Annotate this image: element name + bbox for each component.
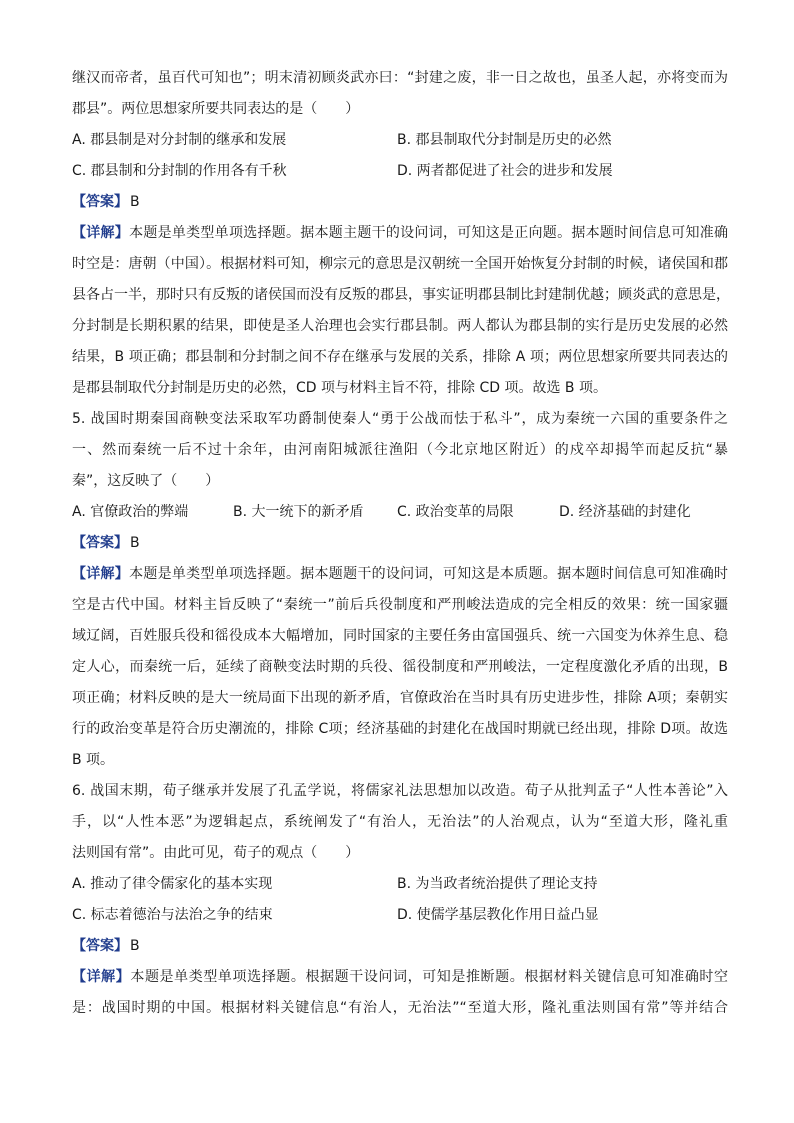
detail-line: 项正确；材料反映的是大一统局面下出现的新矛盾，官僚政治在当时具有历史进步性，排除 A项；秦朝实 (72, 690, 728, 706)
question-6-detail (72, 962, 728, 1024)
detail-line (72, 559, 728, 590)
question-4-options-row-2 (72, 156, 728, 187)
question-5-option-d: D. 经济基础的封建化 (559, 504, 691, 520)
question-5-option-c: C. 政治变革的局限 (397, 504, 514, 520)
question-6-line: 手，以“人性本恶”为逻辑起点，系统阐发了“有治人，无治法”的人治观点，认为“至道大形，隆礼重 (72, 814, 728, 830)
detail-line: 空是古代中国。材料主旨反映了“秦统一”前后兵役制度和严刑峻法造成的完全相反的效果：统一国家疆 (72, 597, 728, 613)
document-page (72, 63, 728, 1024)
answer-label: 【答案】 (72, 535, 128, 551)
question-6-line: 法则国有常”。由此可见，荀子的观点（ ） (72, 845, 360, 861)
question-6-answer (72, 931, 728, 962)
question-5-option-b: B. 大一统下的新矛盾 (233, 504, 364, 520)
question-6-option-c: C. 标志着德治与法治之争的结束 (72, 907, 273, 923)
detail-line: B 项。 (72, 752, 115, 768)
answer-label: 【答案】 (72, 938, 128, 954)
detail-line: 分封制是长期积累的结果，即使是圣人治理也会实行郡县制。两人都认为郡县制的实行是历史发展的必然 (72, 318, 728, 334)
detail-line (72, 962, 728, 993)
answer-value: B (130, 938, 140, 954)
question-4-line: 郡县”。两位思想家所要共同表达的是（ ） (72, 101, 360, 117)
question-5-options-row (72, 497, 728, 528)
detail-text: 本题是单类型单项选择题。根据题干设问词，可知是推断题。根据材料关键信息可知准确时空 (130, 969, 729, 985)
question-4-option-c: C. 郡县制和分封制的作用各有千秋 (72, 163, 287, 179)
question-4-answer (72, 187, 728, 218)
question-6-option-b: B. 为当政者统治提供了理论支持 (397, 876, 598, 892)
answer-value: B (130, 535, 140, 551)
question-6-options-row-2 (72, 900, 728, 931)
question-4-options-row-1 (72, 125, 728, 156)
detail-line: 时空是：唐朝（中国）。根据材料可知，柳宗元的意思是汉朝统一全国开始恢复分封制的时候，诸侯国和郡 (72, 256, 728, 272)
question-4-option-a: A. 郡县制是对分封制的继承和发展 (72, 132, 287, 148)
question-4-line: 继汉而帝者，虽百代可知也”；明末清初顾炎武亦曰：“封建之废，非一日之故也，虽圣人起，亦将变而为 (72, 70, 728, 86)
question-5-detail (72, 559, 728, 776)
detail-line: 域辽阔，百姓服兵役和徭役成本大幅增加，同时国家的主要任务由富国强兵、统一六国变为休养生息、稳 (72, 628, 728, 644)
question-6-options-row-1 (72, 869, 728, 900)
question-5-line: 一、然而秦统一后不过十余年，由河南阳城派往渔阳（今北京地区附近）的戍卒却揭竿而起反抗“暴 (72, 442, 728, 458)
detail-text: 本题是单类型单项选择题。据本题主题干的设问词，可知这是正向题。据本题时间信息可知准确 (129, 225, 729, 241)
question-6-stem (72, 776, 728, 869)
detail-label: 【详解】 (72, 969, 131, 985)
detail-line: 是：战国时期的中国。根据材料关键信息“有治人，无治法”“至道大形，隆礼重法则国有常”等并结合 (72, 1000, 728, 1016)
detail-label: 【详解】 (72, 566, 130, 582)
detail-text: 本题是单类型单项选择题。据本题题干的设问词，可知这是本质题。据本题时间信息可知准确时 (129, 566, 729, 582)
question-5-line: 秦”，这反映了（ ） (72, 473, 220, 489)
question-4-option-d: D. 两者都促进了社会的进步和发展 (397, 163, 613, 179)
answer-label: 【答案】 (72, 194, 128, 210)
detail-line: 县各占一半，那时只有反叛的诸侯国而没有反叛的郡县，事实证明郡县制比封建制优越；顾炎武的意思是， (72, 287, 730, 303)
detail-line: 结果，B 项正确；郡县制和分封制之间不存在继承与发展的关系，排除 A 项；两位思想家所要共同表达的 (72, 349, 728, 365)
question-6-line: 6. 战国末期，荀子继承并发展了孔孟学说，将儒家礼法思想加以改造。荀子从批判孟子“人性本善论”入 (72, 783, 728, 799)
question-4-option-b: B. 郡县制取代分封制是历史的必然 (397, 132, 612, 148)
question-4-detail (72, 218, 728, 404)
detail-label: 【详解】 (72, 225, 130, 241)
question-6-option-a: A. 推动了律令儒家化的基本实现 (72, 876, 273, 892)
detail-line (72, 218, 728, 249)
question-5-answer (72, 528, 728, 559)
question-6-option-d: D. 使儒学基层教化作用日益凸显 (397, 907, 599, 923)
detail-line: 定人心，而秦统一后，延续了商鞅变法时期的兵役、徭役制度和严刑峻法，一定程度激化矛盾的出现，B (72, 659, 728, 675)
question-5-line: 5. 战国时期秦国商鞅变法采取军功爵制使秦人“勇于公战而怯于私斗”，成为秦统一六国的重要条件之 (72, 411, 728, 427)
question-4-stem (72, 63, 728, 125)
answer-value: B (130, 194, 140, 210)
question-5-option-a: A. 官僚政治的弊端 (72, 504, 189, 520)
detail-line: 是郡县制取代分封制是历史的必然，CD 项与材料主旨不符，排除 CD 项。故选 B 项。 (72, 380, 607, 396)
detail-line: 行的政治变革是符合历史潮流的，排除 C项；经济基础的封建化在战国时期就已经出现，排除 D项。故选 (72, 721, 728, 737)
question-5-stem (72, 404, 728, 497)
